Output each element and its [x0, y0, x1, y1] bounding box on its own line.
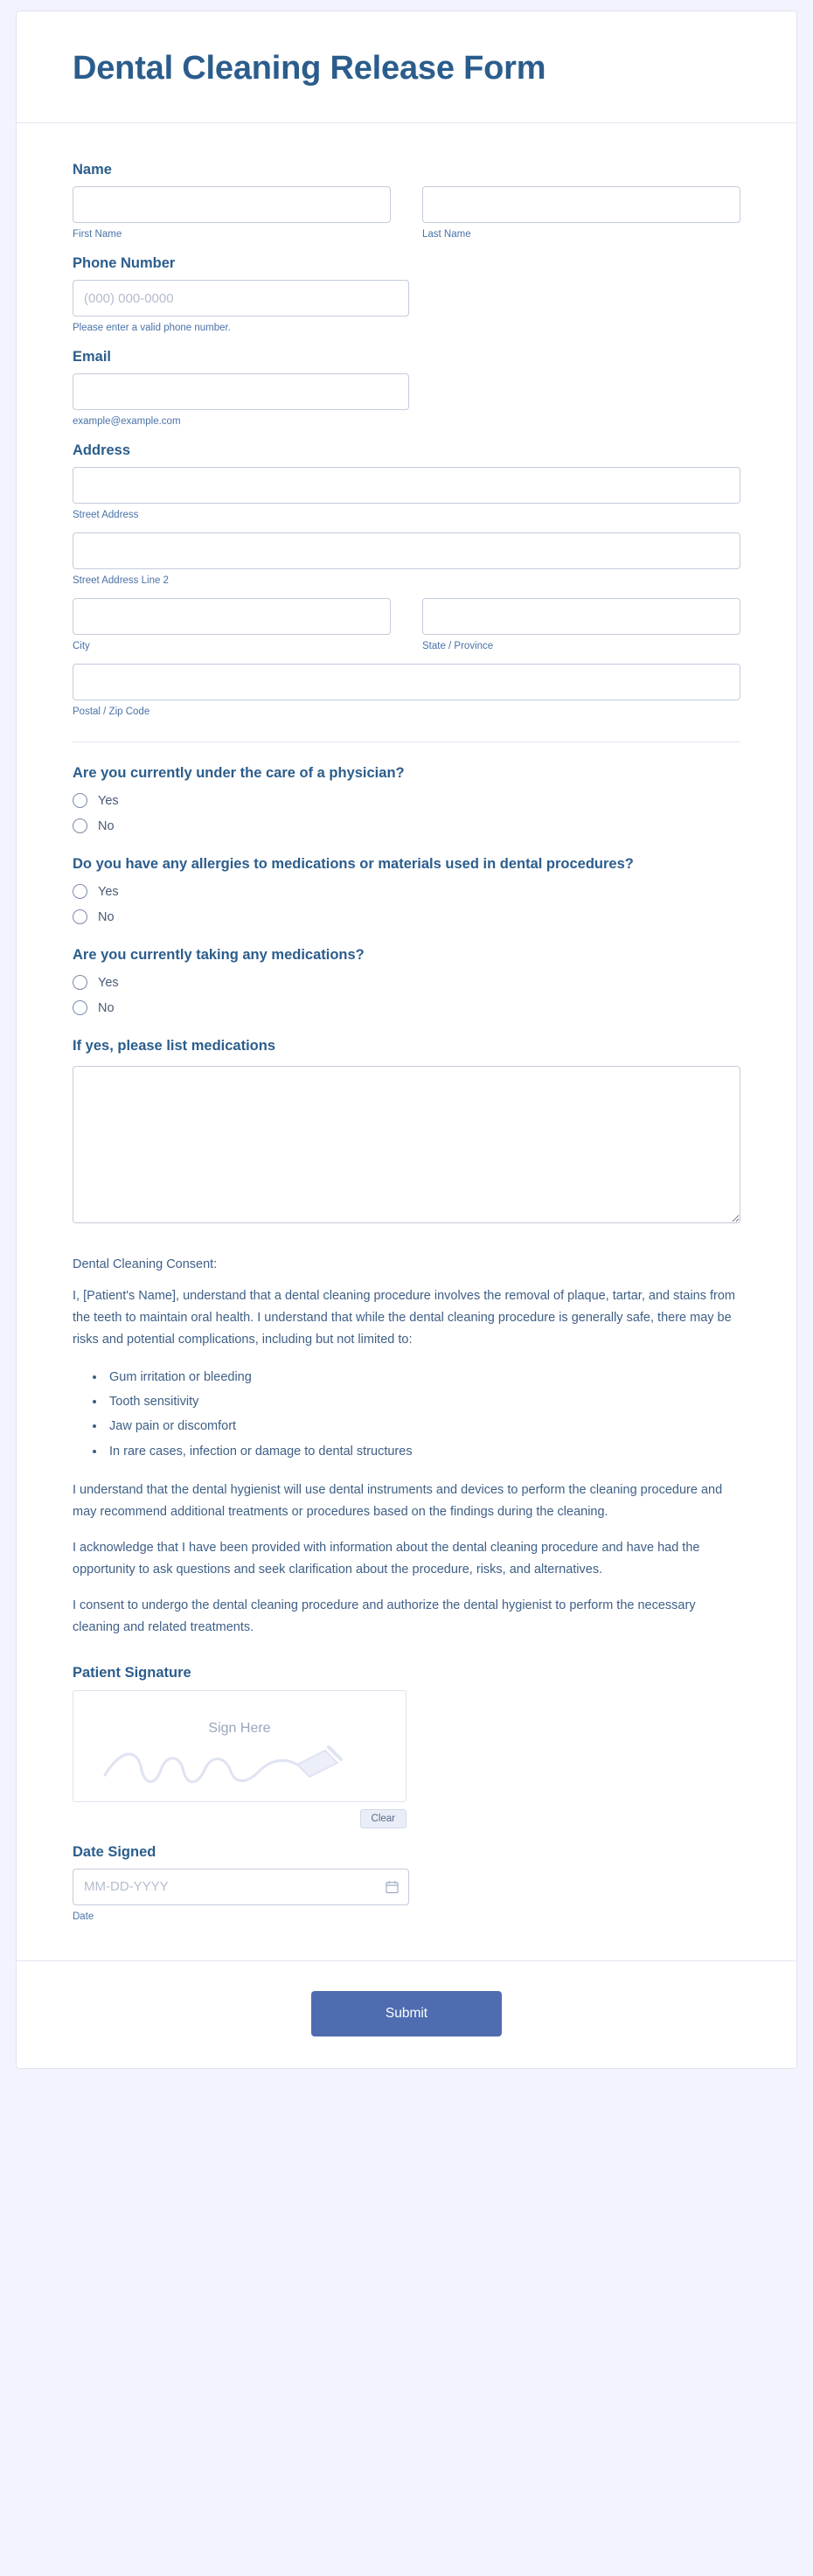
patient-signature-label: Patient Signature: [73, 1664, 191, 1681]
question-2-option-no-label: No: [98, 909, 115, 924]
street-address-input[interactable]: [73, 467, 740, 504]
city-state-row: [73, 598, 740, 651]
last-name-col: [422, 186, 740, 240]
page-title: Dental Cleaning Release Form: [73, 50, 546, 87]
signature-pad[interactable]: [73, 1690, 406, 1802]
consent-paragraph-4: I consent to undergo the dental cleaning procedure and authorize the dental hygienist to perform the necessary cleaning and related treatments.: [73, 1598, 696, 1634]
date-signed-wrapper: [73, 1869, 409, 1905]
question-3-option-yes-label: Yes: [98, 975, 119, 990]
address-label: Address: [73, 442, 131, 458]
section-divider: [73, 741, 740, 742]
form-body: [17, 123, 796, 1931]
first-name-sublabel: First Name: [73, 229, 122, 240]
field-medications-list: [73, 1038, 740, 1228]
phone-input[interactable]: [73, 280, 409, 317]
last-name-sublabel: Last Name: [422, 229, 471, 240]
question-2-option-yes-label: Yes: [98, 884, 119, 899]
email-input[interactable]: [73, 373, 409, 410]
state-input[interactable]: [422, 598, 740, 635]
state-sublabel: State / Province: [422, 641, 494, 651]
question-3-option-no-label: No: [98, 1000, 115, 1015]
consent-risk-list: [73, 1365, 740, 1464]
field-date-signed: [73, 1844, 740, 1922]
question-3-option-no[interactable]: [73, 1000, 740, 1015]
field-phone: [73, 255, 740, 333]
phone-label: Phone Number: [73, 255, 176, 271]
first-name-input[interactable]: [73, 186, 391, 223]
postal-code-input[interactable]: [73, 664, 740, 700]
form-card: [16, 10, 797, 2069]
signature-hint-text: Sign Here: [208, 1720, 271, 1736]
field-email: [73, 349, 740, 427]
date-signed-input[interactable]: [73, 1869, 409, 1905]
consent-paragraph-2: I understand that the dental hygienist will use dental instruments and devices to perform the cleaning procedure and may recommend additional treatments or procedures based on the findings during the cleaning.: [73, 1482, 723, 1519]
email-label: Email: [73, 349, 112, 365]
question-3-option-yes[interactable]: [73, 975, 740, 990]
name-row: [73, 186, 740, 240]
consent-section: [73, 1257, 740, 1639]
list-item: • Gum irritation or bleeding: [106, 1365, 740, 1389]
medications-list-label: If yes, please list medications: [73, 1038, 276, 1054]
state-col: [422, 598, 740, 651]
email-sublabel: example@example.com: [73, 416, 181, 427]
street-address-2-sublabel: Street Address Line 2: [73, 575, 169, 586]
radio-icon[interactable]: [73, 975, 87, 990]
street-address-sublabel: Street Address: [73, 510, 139, 520]
consent-paragraph-3: I acknowledge that I have been provided with information about the dental cleaning procedure and have had the opportunity to ask questions and seek clarification about the procedure, risks, and alternatives.: [73, 1540, 700, 1577]
list-item: • Tooth sensitivity: [106, 1389, 740, 1414]
radio-icon[interactable]: [73, 793, 87, 808]
radio-icon[interactable]: [73, 909, 87, 924]
question-1-option-no[interactable]: [73, 818, 740, 833]
field-patient-signature: [73, 1665, 740, 1828]
date-signed-label: Date Signed: [73, 1843, 156, 1860]
medications-list-textarea[interactable]: [73, 1066, 740, 1223]
question-2-option-no[interactable]: [73, 909, 740, 924]
field-name: [73, 162, 740, 240]
list-item: • In rare cases, infection or damage to dental structures: [106, 1439, 740, 1464]
question-1-option-no-label: No: [98, 818, 115, 833]
date-signed-sublabel: Date: [73, 1911, 94, 1922]
question-1-text: Are you currently under the care of a physician?: [73, 765, 405, 781]
question-1-option-yes-label: Yes: [98, 793, 119, 808]
radio-icon[interactable]: [73, 818, 87, 833]
name-label: Name: [73, 162, 112, 178]
city-sublabel: City: [73, 641, 90, 651]
question-allergies: [73, 856, 740, 924]
question-2-text: Do you have any allergies to medications or materials used in dental procedures?: [73, 856, 634, 872]
question-medications: [73, 947, 740, 1015]
city-col: [73, 598, 391, 651]
signature-clear-button[interactable]: Clear: [360, 1809, 406, 1828]
consent-heading: Dental Cleaning Consent:: [73, 1257, 218, 1271]
question-physician-care: [73, 765, 740, 833]
list-item: • Jaw pain or discomfort: [106, 1414, 740, 1438]
form-footer: [17, 1960, 796, 2068]
radio-icon[interactable]: [73, 884, 87, 899]
radio-icon[interactable]: [73, 1000, 87, 1015]
street-address-2-input[interactable]: [73, 533, 740, 569]
field-address: [73, 442, 740, 717]
submit-button[interactable]: Submit: [311, 1991, 502, 2036]
question-1-option-yes[interactable]: [73, 793, 740, 808]
signature-clear-row: [73, 1802, 406, 1828]
consent-paragraph-1: I, [Patient's Name], understand that a dental cleaning procedure involves the removal of plaque, tartar, and stains from the teeth to maintain oral health. I understand that while the dental cleaning procedure is generally safe, there may be risks and potential complications, including but not limited to:: [73, 1289, 736, 1347]
first-name-col: [73, 186, 391, 240]
last-name-input[interactable]: [422, 186, 740, 223]
postal-code-sublabel: Postal / Zip Code: [73, 707, 150, 717]
city-input[interactable]: [73, 598, 391, 635]
question-3-text: Are you currently taking any medications?: [73, 947, 365, 963]
phone-error-text: Please enter a valid phone number.: [73, 323, 231, 333]
signature-scribble-icon: [100, 1740, 379, 1793]
form-header: [17, 11, 796, 123]
question-2-option-yes[interactable]: [73, 884, 740, 899]
